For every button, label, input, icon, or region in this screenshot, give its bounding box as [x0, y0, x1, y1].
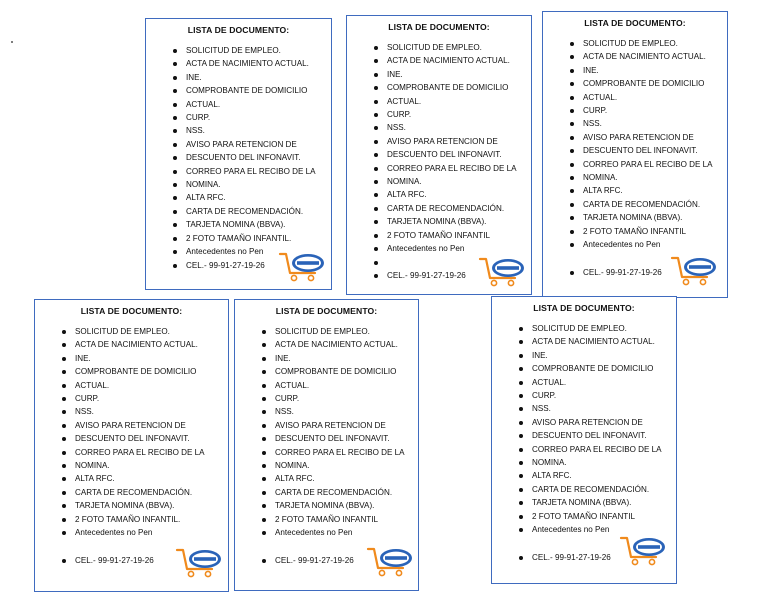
list-item: AVISO PARA RETENCION DE — [532, 416, 672, 429]
list-item: 2 FOTO TAMAÑO INFANTIL — [532, 510, 672, 523]
list-item: INE. — [75, 352, 224, 365]
document-card-3 — [542, 11, 728, 298]
document-list — [146, 44, 331, 272]
list-item: NSS. — [186, 124, 327, 137]
list-item: TARJETA NOMINA (BBVA). — [275, 499, 414, 512]
list-item: ACTA DE NACIMIENTO ACTUAL. — [186, 57, 327, 70]
list-item: NOMINA. — [186, 178, 327, 191]
list-item: CARTA DE RECOMENDACIÓN. — [583, 198, 723, 211]
list-item: ACTA DE NACIMIENTO ACTUAL. — [75, 338, 224, 351]
list-item: ACTA DE NACIMIENTO ACTUAL. — [275, 338, 414, 351]
shopping-cart-logo-icon — [365, 544, 415, 578]
document-card-6 — [491, 296, 677, 584]
list-item: DESCUENTO DEL INFONAVIT. — [387, 148, 527, 161]
list-item: DESCUENTO DEL INFONAVIT. — [75, 432, 224, 445]
list-item: ALTA RFC. — [387, 188, 527, 201]
list-item: CARTA DE RECOMENDACIÓN. — [186, 205, 327, 218]
list-item: NOMINA. — [75, 459, 224, 472]
shopping-cart-logo-icon — [174, 545, 224, 579]
list-item: DESCUENTO DEL INFONAVIT. — [275, 432, 414, 445]
list-item: NSS. — [387, 121, 527, 134]
list-item: Antecedentes no Pen — [75, 526, 224, 539]
document-list — [543, 37, 727, 279]
list-item: AVISO PARA RETENCION DE — [583, 131, 723, 144]
list-item: COMPROBANTE DE DOMICILIO — [75, 365, 224, 378]
shopping-cart-logo-icon — [669, 253, 719, 287]
list-item: TARJETA NOMINA (BBVA). — [75, 499, 224, 512]
list-item: CEL.- 99-91-27-19-26 — [532, 551, 672, 564]
card-title: LISTA DE DOCUMENTO: — [533, 303, 635, 313]
list-item: 2 FOTO TAMAÑO INFANTIL — [275, 513, 414, 526]
list-item: CORREO PARA EL RECIBO DE LA — [532, 443, 672, 456]
list-item: AVISO PARA RETENCION DE — [275, 419, 414, 432]
list-item: CEL.- 99-91-27-19-26 — [387, 269, 527, 282]
list-item: NOMINA. — [583, 171, 723, 184]
list-item: NOMINA. — [275, 459, 414, 472]
shopping-cart-logo-icon — [618, 533, 668, 567]
list-item: INE. — [532, 349, 672, 362]
card-title: LISTA DE DOCUMENTO: — [275, 306, 378, 316]
list-item: CURP. — [275, 392, 414, 405]
list-item: ACTUAL. — [275, 379, 414, 392]
shopping-cart-logo-icon — [477, 254, 527, 288]
list-item: SOLICITUD DE EMPLEO. — [275, 325, 414, 338]
list-item: ALTA RFC. — [186, 191, 327, 204]
list-item: CARTA DE RECOMENDACIÓN. — [532, 483, 672, 496]
list-item: ACTA DE NACIMIENTO ACTUAL. — [583, 50, 723, 63]
list-item: Antecedentes no Pen — [387, 242, 527, 255]
list-item: CORREO PARA EL RECIBO DE LA — [186, 165, 327, 178]
list-item: ACTUAL. — [186, 98, 327, 111]
card-title: LISTA DE DOCUMENTO: — [187, 25, 290, 35]
document-card-2 — [346, 15, 532, 295]
list-item: AVISO PARA RETENCION DE — [186, 138, 327, 151]
stray-dot — [11, 41, 13, 43]
list-item: SOLICITUD DE EMPLEO. — [75, 325, 224, 338]
list-item: SOLICITUD DE EMPLEO. — [387, 41, 527, 54]
list-item: INE. — [387, 68, 527, 81]
list-item: SOLICITUD DE EMPLEO. — [532, 322, 672, 335]
list-item: ALTA RFC. — [532, 469, 672, 482]
list-item: COMPROBANTE DE DOMICILIO — [275, 365, 414, 378]
list-item: CEL.- 99-91-27-19-26 — [186, 259, 327, 272]
list-item: ACTA DE NACIMIENTO ACTUAL. — [387, 54, 527, 67]
list-item: ALTA RFC. — [275, 472, 414, 485]
list-item: CEL.- 99-91-27-19-26 — [275, 554, 414, 567]
document-list — [492, 322, 676, 564]
list-item: 2 FOTO TAMAÑO INFANTIL. — [75, 513, 224, 526]
list-item: DESCUENTO DEL INFONAVIT. — [532, 429, 672, 442]
list-item: CORREO PARA EL RECIBO DE LA — [75, 446, 224, 459]
list-item: ACTUAL. — [75, 379, 224, 392]
list-item: NOMINA. — [387, 175, 527, 188]
list-item: Antecedentes no Pen — [532, 523, 672, 536]
list-item: NSS. — [583, 117, 723, 130]
list-item: INE. — [275, 352, 414, 365]
list-item: SOLICITUD DE EMPLEO. — [583, 37, 723, 50]
list-item: CARTA DE RECOMENDACIÓN. — [275, 486, 414, 499]
list-item: NSS. — [275, 405, 414, 418]
card-title: LISTA DE DOCUMENTO: — [584, 18, 686, 28]
list-item: INE. — [186, 71, 327, 84]
list-item: ALTA RFC. — [583, 184, 723, 197]
list-item: Antecedentes no Pen — [186, 245, 327, 258]
document-list — [347, 41, 531, 282]
list-item: ACTUAL. — [532, 376, 672, 389]
list-item: Antecedentes no Pen — [275, 526, 414, 539]
list-item: ACTUAL. — [387, 95, 527, 108]
list-item: NSS. — [532, 402, 672, 415]
list-item: CORREO PARA EL RECIBO DE LA — [387, 162, 527, 175]
document-list — [35, 325, 228, 567]
list-item: CURP. — [186, 111, 327, 124]
list-item: COMPROBANTE DE DOMICILIO — [583, 77, 723, 90]
list-item: CURP. — [387, 108, 527, 121]
card-title: LISTA DE DOCUMENTO: — [388, 22, 490, 32]
list-item: TARJETA NOMINA (BBVA). — [583, 211, 723, 224]
document-card-1 — [145, 18, 332, 290]
card-title: LISTA DE DOCUMENTO: — [80, 306, 183, 316]
list-item: CARTA DE RECOMENDACIÓN. — [75, 486, 224, 499]
list-item: SOLICITUD DE EMPLEO. — [186, 44, 327, 57]
list-item: INE. — [583, 64, 723, 77]
list-item: TARJETA NOMINA (BBVA). — [387, 215, 527, 228]
list-item: CURP. — [583, 104, 723, 117]
list-item: ACTUAL. — [583, 91, 723, 104]
list-item: AVISO PARA RETENCION DE — [387, 135, 527, 148]
list-item: CURP. — [532, 389, 672, 402]
list-item: 2 FOTO TAMAÑO INFANTIL — [387, 229, 527, 242]
list-item: CEL.- 99-91-27-19-26 — [583, 266, 723, 279]
list-item: TARJETA NOMINA (BBVA). — [532, 496, 672, 509]
list-item: NSS. — [75, 405, 224, 418]
list-item: CURP. — [75, 392, 224, 405]
list-item: DESCUENTO DEL INFONAVIT. — [583, 144, 723, 157]
list-item: CORREO PARA EL RECIBO DE LA — [275, 446, 414, 459]
list-item: AVISO PARA RETENCION DE — [75, 419, 224, 432]
shopping-cart-logo-icon — [277, 249, 327, 283]
list-item: DESCUENTO DEL INFONAVIT. — [186, 151, 327, 164]
list-item: TARJETA NOMINA (BBVA). — [186, 218, 327, 231]
document-card-4 — [34, 299, 229, 592]
list-item: Antecedentes no Pen — [583, 238, 723, 251]
list-item: 2 FOTO TAMAÑO INFANTIL. — [186, 232, 327, 245]
list-item: ACTA DE NACIMIENTO ACTUAL. — [532, 335, 672, 348]
list-item: CARTA DE RECOMENDACIÓN. — [387, 202, 527, 215]
list-item: ALTA RFC. — [75, 472, 224, 485]
document-list — [235, 325, 418, 567]
list-item: COMPROBANTE DE DOMICILIO — [387, 81, 527, 94]
document-card-5 — [234, 299, 419, 591]
list-item: CORREO PARA EL RECIBO DE LA — [583, 158, 723, 171]
list-item: COMPROBANTE DE DOMICILIO — [532, 362, 672, 375]
list-item: 2 FOTO TAMAÑO INFANTIL — [583, 225, 723, 238]
list-item: NOMINA. — [532, 456, 672, 469]
list-item: CEL.- 99-91-27-19-26 — [75, 554, 224, 567]
list-item: COMPROBANTE DE DOMICILIO — [186, 84, 327, 97]
